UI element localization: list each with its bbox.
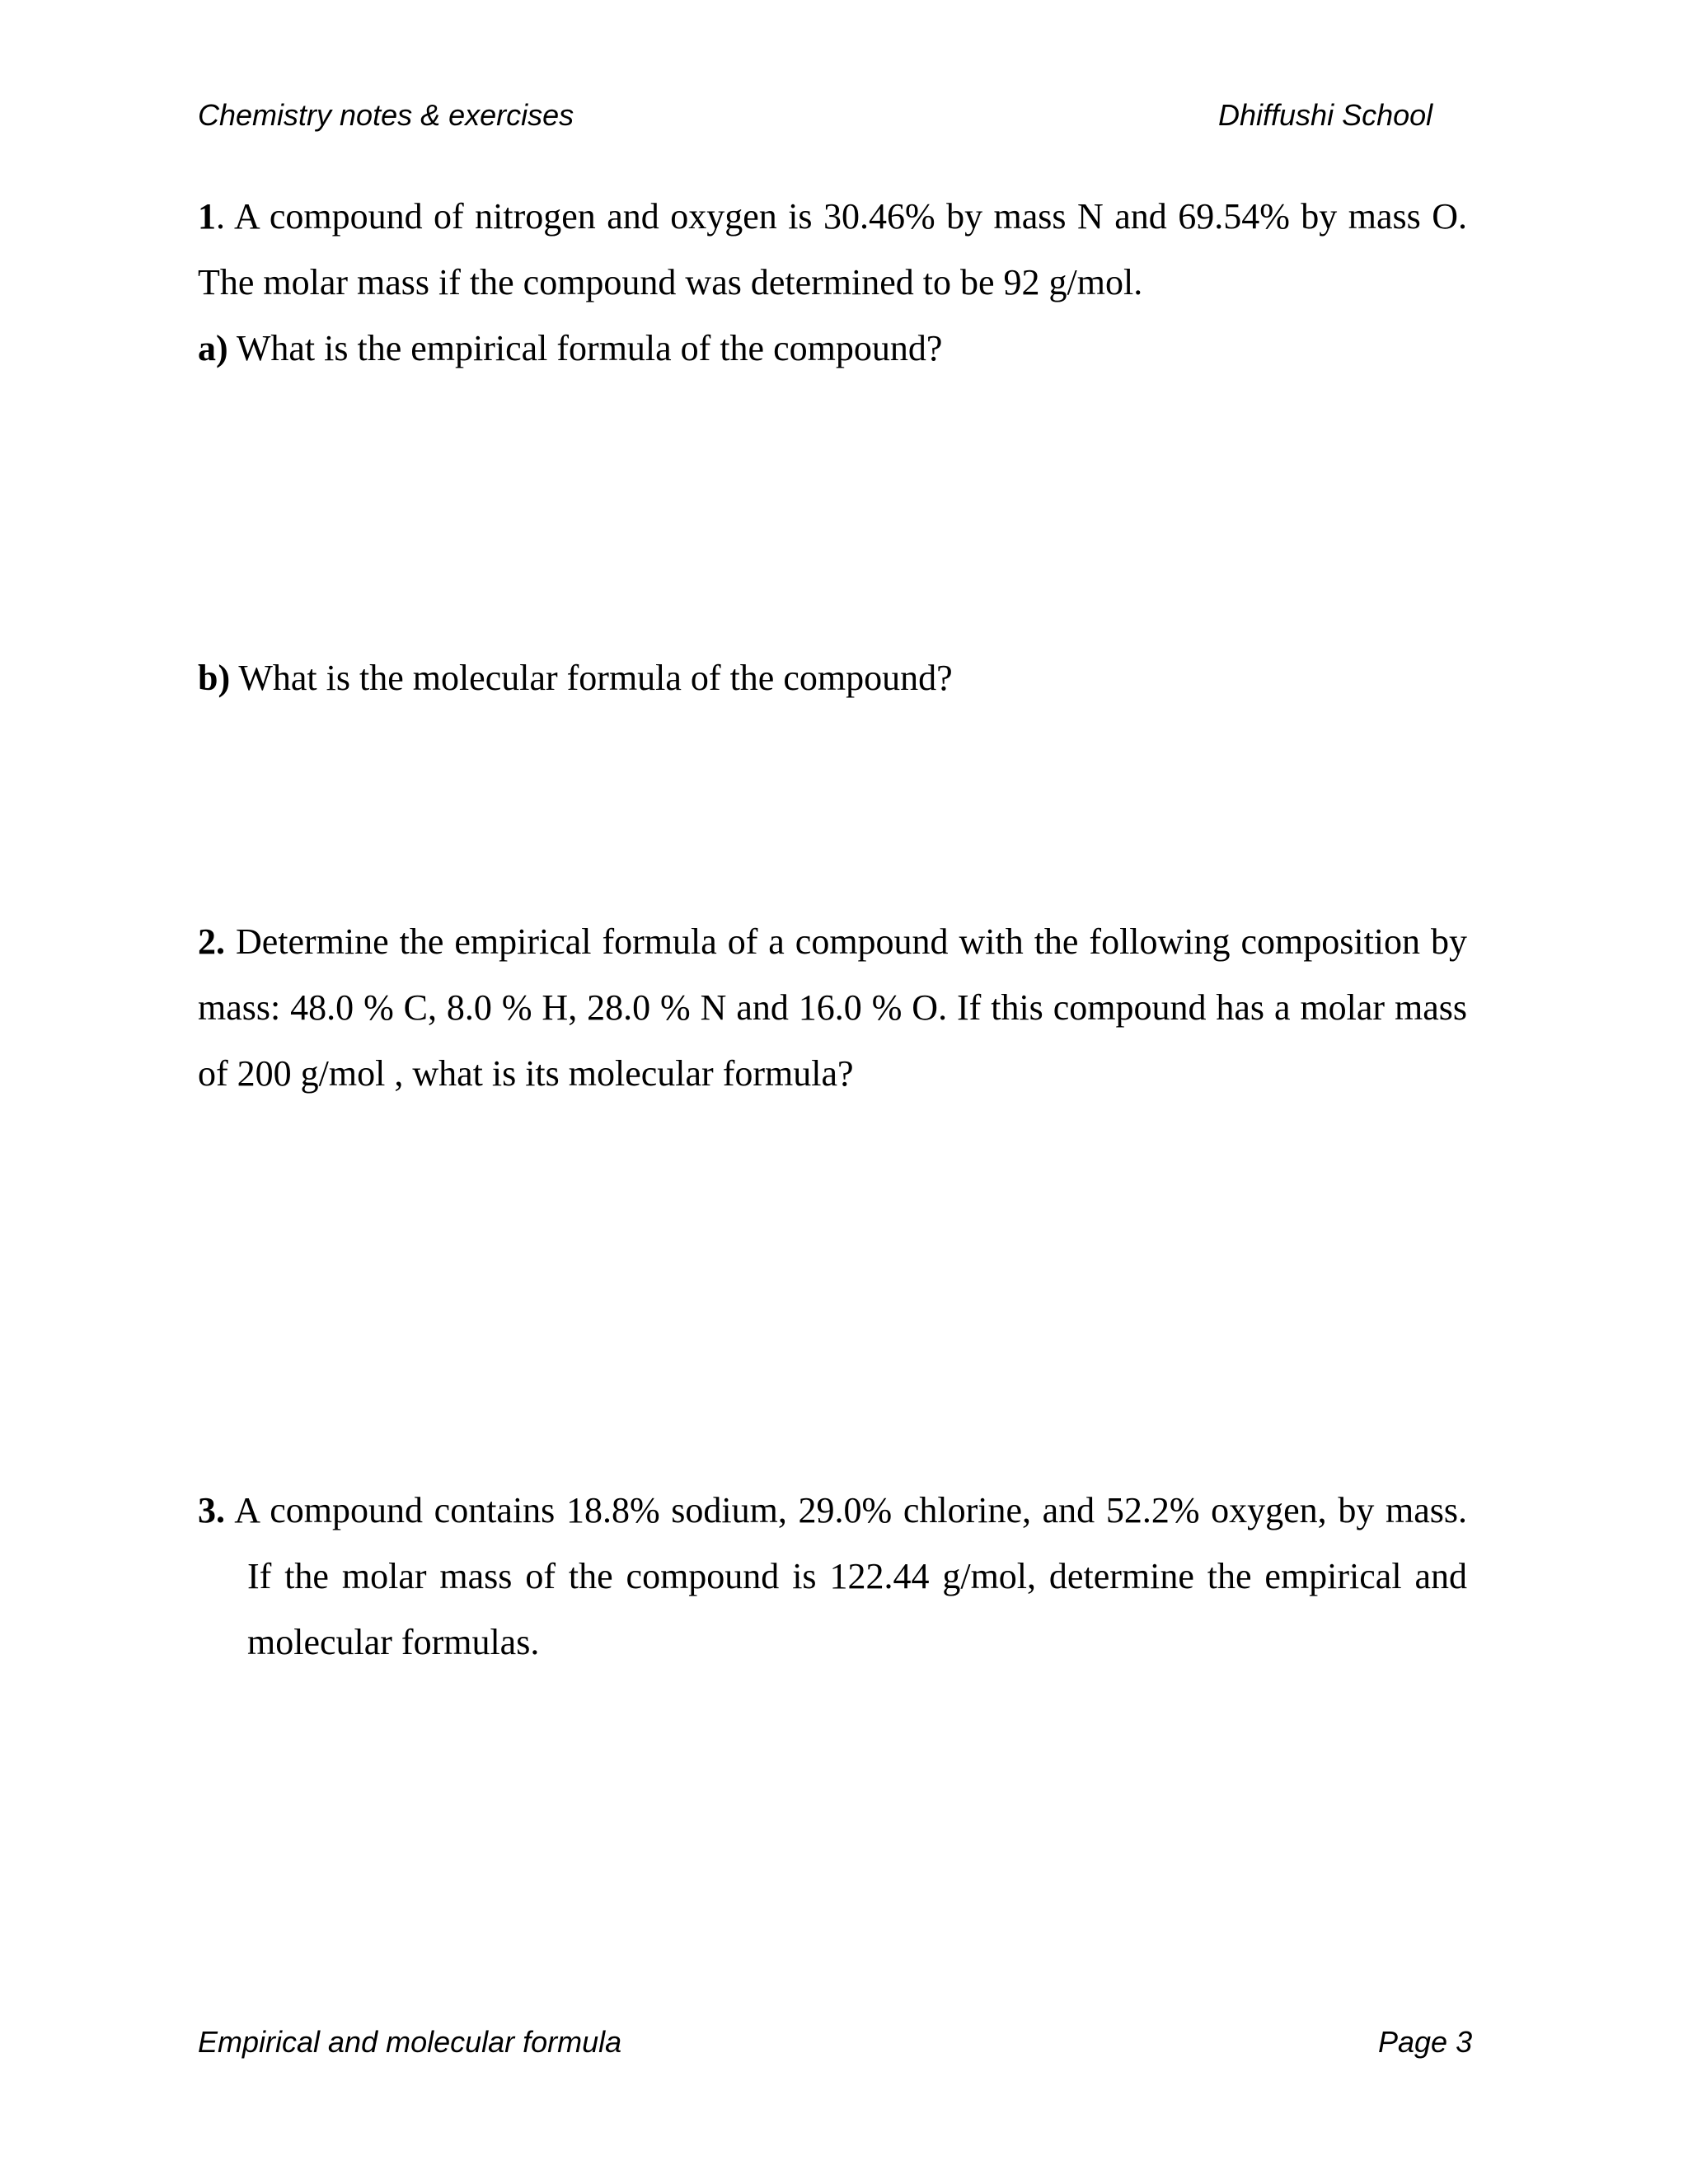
question-1-part-a [198, 316, 1467, 382]
question-2-text: Determine the empirical formula of a compound with the following composition by mass: 48.0 % C, 8.0 % H, 28.0 % N and 16.0 % O. If this compound has a molar mass of 200 g/mol , what is its molecular formula? [198, 921, 1467, 1094]
header-school-name: Dhiffushi School [1218, 98, 1433, 132]
question-2 [198, 909, 1467, 1107]
question-1-number: 1 [198, 196, 216, 237]
header-left-title: Chemistry notes & exercises [198, 98, 574, 132]
question-1: 1. A compound of nitrogen and oxygen is 30.46% by mass N and 69.54% by mass O. The molar mass if the compound was determined to be 92 g/mol. [198, 196, 1467, 302]
question-1-part-b [198, 645, 1467, 711]
question-1a-label: a) [198, 328, 228, 368]
question-1-text: A compound of nitrogen and oxygen is 30.46% by mass N and 69.54% by mass O. The molar mass if the compound was determined to be 92 g/mol. [198, 196, 1467, 302]
footer-topic-title: Empirical and molecular formula [198, 2025, 622, 2059]
question-2-number: 2. [198, 921, 225, 962]
question-1b-label: b) [198, 658, 231, 698]
footer-page-number: Page 3 [1378, 2025, 1473, 2059]
question-3 [198, 1478, 1467, 1675]
question-1a-text: What is the empirical formula of the compound? [236, 328, 943, 368]
question-3-number: 3. [198, 1490, 225, 1530]
question-1b-text: What is the molecular formula of the compound? [238, 658, 953, 698]
question-3-text: A compound contains 18.8% sodium, 29.0% chlorine, and 52.2% oxygen, by mass. If the molar mass of the compound is 122.44 g/mol, determine the empirical and molecular formulas. [234, 1490, 1467, 1662]
